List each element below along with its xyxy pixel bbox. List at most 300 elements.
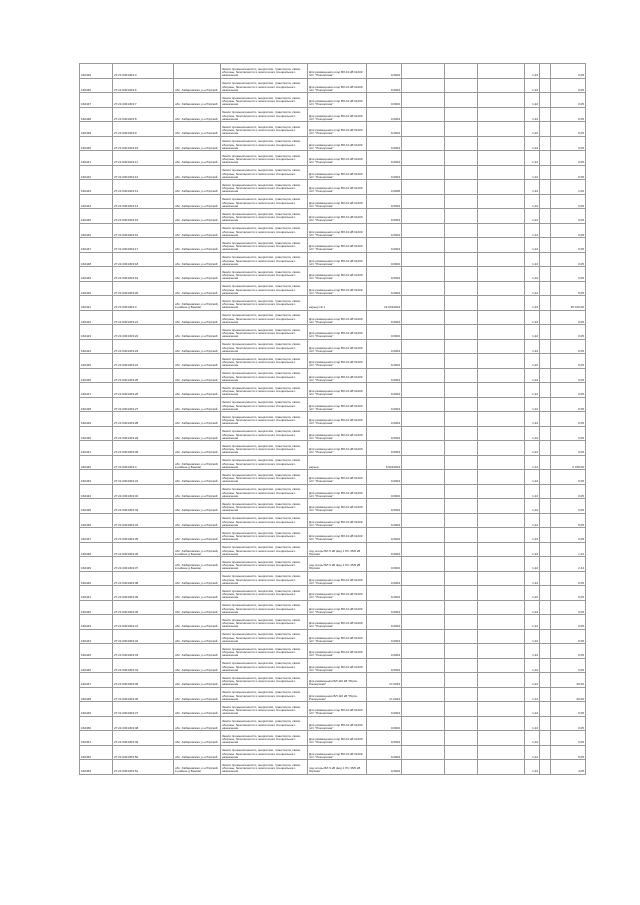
plot-address: обл. Хабаровская, р-н Юрский, в районе д.Быково: [174, 760, 221, 775]
empty-cell: [540, 368, 551, 383]
land-category: Земли промышленности, энергетики, транспорта, связи, обороны, безопасности и земли иного специального назначения: [221, 310, 308, 325]
land-category: Земли промышленности, энергетики, транспорта, связи, обороны, безопасности и земли иного специального назначения: [221, 397, 308, 412]
empty-cell: [540, 513, 551, 528]
land-category: Земли промышленности, энергетики, транспорта, связи, обороны, безопасности и земли иного специального назначения: [221, 557, 308, 572]
plot-address: обл. Хабаровская, р-н Юрский: [174, 194, 221, 209]
plot-address: обл. Хабаровская, р-н Юрский: [174, 571, 221, 586]
empty-cell: [402, 383, 445, 398]
tax-rate: 1,22: [525, 93, 540, 108]
tax-rate: 1,22: [525, 325, 540, 340]
plot-area: 0,0004: [367, 513, 402, 528]
plot-area: 0,0004: [367, 136, 402, 151]
cadastral-number: 27:21:0301303:36: [113, 542, 174, 557]
land-category: Земли промышленности, энергетики, транспорта, связи, обороны, безопасности и земли иного специального назначения: [221, 586, 308, 601]
plot-area: 0,0004: [367, 209, 402, 224]
tax-sum: 0,05: [551, 325, 586, 340]
permitted-use: Для размещения опор ВЛ-10 кВ №100 п/ст "Рокоорская": [308, 151, 367, 166]
empty-cell: [478, 281, 525, 296]
land-category: Земли промышленности, энергетики, транспорта, связи, обороны, безопасности и земли иного специального назначения: [221, 209, 308, 224]
cadastral-record-number: 160440: [80, 571, 113, 586]
plot-address: обл. Хабаровская, р-н Юрский: [174, 513, 221, 528]
tax-rate: 1,22: [525, 383, 540, 398]
empty-cell: [478, 122, 525, 137]
empty-cell: [445, 267, 478, 282]
tax-sum: 0,05: [551, 194, 586, 209]
tax-sum: 0,05: [551, 281, 586, 296]
plot-address: обл. Хабаровская, р-н Юрский: [174, 441, 221, 456]
plot-area: 0,0004: [367, 484, 402, 499]
tax-sum: 0,05: [551, 716, 586, 731]
plot-area: 0,0004: [367, 629, 402, 644]
permitted-use: Для размещения опор ВЛ-10 кВ №100 п/ст "Рокоорская": [308, 267, 367, 282]
tax-sum: 0,05: [551, 412, 586, 427]
table-row: [80, 658, 586, 673]
table-row: [80, 731, 586, 746]
table-row: [80, 412, 586, 427]
empty-cell: [402, 600, 445, 615]
land-category: Земли промышленности, энергетики, транспорта, связи, обороны, безопасности и земли иного специального назначения: [221, 673, 308, 688]
table-row: [80, 122, 586, 137]
empty-cell: [540, 745, 551, 760]
empty-cell: [478, 151, 525, 166]
empty-cell: [540, 325, 551, 340]
plot-area: 0,0004: [367, 586, 402, 601]
permitted-use: Для размещения опор ВЛ-10 кВ №100 п/ст "Рокоорская": [308, 629, 367, 644]
empty-cell: [478, 644, 525, 659]
plot-area: 0,0004: [367, 281, 402, 296]
empty-cell: [540, 252, 551, 267]
empty-cell: [445, 412, 478, 427]
cadastral-number: 27:21:0301303:40: [113, 600, 174, 615]
plot-area: 0,0004: [367, 571, 402, 586]
permitted-use: карьер № 1: [308, 296, 367, 311]
plot-area: 0,0004: [367, 499, 402, 514]
land-category: Земли промышленности, энергетики, транспорта, связи, обороны, безопасности и земли иного специального назначения: [221, 412, 308, 427]
permitted-use: Для размещения опор ВЛ-10 кВ №100 п/ст "Рокоорская": [308, 644, 367, 659]
cadastral-record-number: 160423: [80, 325, 113, 340]
tax-rate: 1,22: [525, 354, 540, 369]
tax-rate: 1,22: [525, 760, 540, 775]
empty-cell: [478, 557, 525, 572]
land-category: Земли промышленности, энергетики, транспорта, связи, обороны, безопасности и земли иного специального назначения: [221, 658, 308, 673]
tax-rate: 1,22: [525, 209, 540, 224]
empty-cell: [445, 470, 478, 485]
permitted-use: Для размещения опор ВЛ-10 кВ №100 п/ст "Рокоорская": [308, 122, 367, 137]
plot-address: обл. Хабаровская, р-н Юрский: [174, 281, 221, 296]
cadastral-record-number: 160445: [80, 644, 113, 659]
empty-cell: [402, 252, 445, 267]
empty-cell: [445, 542, 478, 557]
empty-cell: [478, 107, 525, 122]
land-category: Земли промышленности, энергетики, транспорта, связи, обороны, безопасности и земли иного специального назначения: [221, 122, 308, 137]
cadastral-number: 27:21:0301303:3: [113, 296, 174, 311]
cadastral-record-number: 160437: [80, 528, 113, 543]
empty-cell: [478, 223, 525, 238]
cadastral-record-number: 160430: [80, 426, 113, 441]
tax-sum: 0,05: [551, 107, 586, 122]
plot-address: обл. Хабаровская, р-н Юрский, в районе д.Быково: [174, 455, 221, 470]
empty-cell: [540, 165, 551, 180]
empty-cell: [478, 267, 525, 282]
plot-address: обл. Хабаровская, р-н Юрский: [174, 644, 221, 659]
land-category: Земли промышленности, энергетики, транспорта, связи, обороны, безопасности и земли иного специального назначения: [221, 339, 308, 354]
tax-sum: 0,05: [551, 426, 586, 441]
empty-cell: [478, 615, 525, 630]
tax-rate: 1,22: [525, 513, 540, 528]
empty-cell: [478, 455, 525, 470]
empty-cell: [478, 93, 525, 108]
cadastral-number: 27:21:0301303:45: [113, 673, 174, 688]
land-category: Земли промышленности, энергетики, транспорта, связи, обороны, безопасности и земли иного специального назначения: [221, 238, 308, 253]
empty-cell: [402, 484, 445, 499]
tax-sum: 0,05: [551, 528, 586, 543]
permitted-use: карьер: [308, 455, 367, 470]
empty-cell: [540, 426, 551, 441]
tax-rate: 1,22: [525, 136, 540, 151]
plot-area: 0,0004: [367, 165, 402, 180]
cadastral-record-number: 160444: [80, 194, 113, 209]
empty-cell: [402, 93, 445, 108]
permitted-use: Для размещения опор ВЛ-10 кВ №100 п/ст "Рокоорская": [308, 93, 367, 108]
plot-area: 0,0004: [367, 383, 402, 398]
cadastral-record-number: 160439: [80, 557, 113, 572]
empty-cell: [402, 499, 445, 514]
cadastral-number: 27:21:0301303:34: [113, 513, 174, 528]
plot-address: обл. Хабаровская, р-н Юрский: [174, 586, 221, 601]
cadastral-record-number: 160432: [80, 455, 113, 470]
table-row: [80, 223, 586, 238]
empty-cell: [402, 586, 445, 601]
cadastral-record-number: 160448: [80, 252, 113, 267]
tax-sum: 0,05: [551, 629, 586, 644]
empty-cell: [402, 368, 445, 383]
plot-address: обл. Хабаровская, р-н Юрский: [174, 397, 221, 412]
plot-address: обл. Хабаровская, р-н Юрский: [174, 745, 221, 760]
permitted-use: Для размещения опор ВЛ-10 кВ №100 п/ст "Рокоорская": [308, 571, 367, 586]
land-category: Земли промышленности, энергетики, транспорта, связи, обороны, безопасности и земли иного специального назначения: [221, 629, 308, 644]
tax-rate: 1,22: [525, 397, 540, 412]
tax-rate: 1,22: [525, 745, 540, 760]
tax-sum: 0,05: [551, 499, 586, 514]
permitted-use: Для размещения опор ВЛ-10 кВ №100 п/ст "Рокоорская": [308, 354, 367, 369]
land-category: Земли промышленности, энергетики, транспорта, связи, обороны, безопасности и земли иного специального назначения: [221, 542, 308, 557]
empty-cell: [445, 252, 478, 267]
land-category: Земли промышленности, энергетики, транспорта, связи, обороны, безопасности и земли иного специального назначения: [221, 354, 308, 369]
empty-cell: [478, 368, 525, 383]
table-row: [80, 644, 586, 659]
cadastral-record-number: 160436: [80, 513, 113, 528]
register-rows: [80, 64, 586, 775]
land-category: Земли промышленности, энергетики, транспорта, связи, обороны, безопасности и земли иного специального назначения: [221, 368, 308, 383]
plot-address: обл. Хабаровская, р-н Юрский: [174, 136, 221, 151]
tax-rate: 1,22: [525, 673, 540, 688]
plot-address: [174, 64, 221, 79]
permitted-use: Для размещения опор ВЛ-10 кВ №100 п/ст "Рокоорская": [308, 441, 367, 456]
tax-rate: 1,22: [525, 499, 540, 514]
cadastral-number: 27:21:0301303:47: [113, 702, 174, 717]
cadastral-number: 27:21:0301303:41: [113, 615, 174, 630]
cadastral-number: 27:21:0301303:51: [113, 760, 174, 775]
plot-address: обл. Хабаровская, р-н Юрский, в районе д.Быково: [174, 557, 221, 572]
empty-cell: [445, 557, 478, 572]
tax-rate: 1,22: [525, 165, 540, 180]
table-row: [80, 180, 586, 195]
cadastral-number: 27:21:0301303:35: [113, 528, 174, 543]
cadastral-number: 27:21:0301303:28: [113, 412, 174, 427]
table-row: [80, 267, 586, 282]
plot-area: 0,0004: [367, 78, 402, 93]
cadastral-number: 27:21:0301303:25: [113, 368, 174, 383]
cadastral-record-number: 160444: [80, 629, 113, 644]
empty-cell: [402, 542, 445, 557]
permitted-use: Для размещения опор ВЛ-10 кВ №100 п/ст "Рокоорская": [308, 731, 367, 746]
tax-sum: 0,05: [551, 209, 586, 224]
plot-address: обл. Хабаровская, р-н Юрский: [174, 687, 221, 702]
cadastral-number: 27:21:0301303:30: [113, 441, 174, 456]
empty-cell: [445, 209, 478, 224]
cadastral-number: 27:21:0301303:20: [113, 281, 174, 296]
tax-sum: 0,05: [551, 238, 586, 253]
empty-cell: [445, 513, 478, 528]
empty-cell: [540, 441, 551, 456]
empty-cell: [478, 412, 525, 427]
empty-cell: [540, 673, 551, 688]
tax-sum: 0,05: [551, 658, 586, 673]
permitted-use: Для размещения опор ВЛ-10 кВ №100 п/ст "Рокоорская": [308, 238, 367, 253]
plot-area: 0,0004: [367, 542, 402, 557]
cadastral-number: 27:21:0301303:18: [113, 252, 174, 267]
empty-cell: [445, 658, 478, 673]
tax-rate: 1,22: [525, 368, 540, 383]
empty-cell: [445, 151, 478, 166]
empty-cell: [445, 165, 478, 180]
table-row: [80, 615, 586, 630]
land-category: Земли промышленности, энергетики, транспорта, связи, обороны, безопасности и земли иного специального назначения: [221, 78, 308, 93]
empty-cell: [445, 441, 478, 456]
table-row: [80, 194, 586, 209]
cadastral-number: 27:21:0301303:4: [113, 455, 174, 470]
empty-cell: [402, 209, 445, 224]
empty-cell: [540, 412, 551, 427]
plot-area: 0,0004: [367, 702, 402, 717]
empty-cell: [478, 484, 525, 499]
cadastral-number: 27:21:0301303:3: [113, 64, 174, 79]
tax-sum: 0,05: [551, 600, 586, 615]
permitted-use: Для размещения опор ВЛ-10 кВ №100 п/ст "Рокоорская": [308, 397, 367, 412]
empty-cell: [540, 658, 551, 673]
land-category: Земли промышленности, энергетики, транспорта, связи, обороны, безопасности и земли иного специального назначения: [221, 107, 308, 122]
plot-address: обл. Хабаровская, р-н Юрский: [174, 209, 221, 224]
cadastral-number: 27:21:0301303:27: [113, 397, 174, 412]
land-category: Земли промышленности, энергетики, транспорта, связи, обороны, безопасности и земли иного специального назначения: [221, 252, 308, 267]
empty-cell: [445, 426, 478, 441]
permitted-use: Для размещения опор ВЛ-10 кВ №100 п/ст "Рокоорская": [308, 383, 367, 398]
tax-rate: 1,22: [525, 180, 540, 195]
empty-cell: [478, 180, 525, 195]
plot-address: обл. Хабаровская, р-н Юрский: [174, 412, 221, 427]
tax-sum: 0,05: [551, 383, 586, 398]
empty-cell: [478, 687, 525, 702]
tax-sum: 0,05: [551, 513, 586, 528]
plot-area: 0,0004: [367, 528, 402, 543]
table-row: [80, 470, 586, 485]
plot-area: 0,0004: [367, 339, 402, 354]
permitted-use: Для размещения опор ВЛ-10 кВ №100 п/ст "Рокоорская": [308, 716, 367, 731]
land-category: Земли промышленности, энергетики, транспорта, связи, обороны, безопасности и земли иного специального назначения: [221, 455, 308, 470]
empty-cell: [540, 615, 551, 630]
empty-cell: [402, 107, 445, 122]
empty-cell: [402, 731, 445, 746]
empty-cell: [540, 78, 551, 93]
table-row: [80, 557, 586, 572]
cadastral-record-number: 160425: [80, 354, 113, 369]
table-row: [80, 687, 586, 702]
land-category: Земли промышленности, энергетики, транспорта, связи, обороны, безопасности и земли иного специального назначения: [221, 383, 308, 398]
plot-address: обл. Хабаровская, р-н Юрский: [174, 354, 221, 369]
cadastral-number: 27:21:0301303:50: [113, 745, 174, 760]
cadastral-record-number: 160441: [80, 151, 113, 166]
table-row: [80, 673, 586, 688]
empty-cell: [402, 745, 445, 760]
empty-cell: [540, 760, 551, 775]
tax-rate: 1,22: [525, 542, 540, 557]
empty-cell: [540, 354, 551, 369]
permitted-use: под опоры ВЛ 6 кВ фид 1 ПС 35/6 кВ Юрская: [308, 542, 367, 557]
land-category: Земли промышленности, энергетики, транспорта, связи, обороны, безопасности и земли иного специального назначения: [221, 687, 308, 702]
empty-cell: [445, 397, 478, 412]
land-category: Земли промышленности, энергетики, транспорта, связи, обороны, безопасности и земли иного специального назначения: [221, 528, 308, 543]
plot-area: 0,0004: [367, 615, 402, 630]
empty-cell: [478, 629, 525, 644]
empty-cell: [445, 586, 478, 601]
tax-sum: 0,05: [551, 470, 586, 485]
tax-sum: 0,05: [551, 571, 586, 586]
empty-cell: [402, 658, 445, 673]
plot-address: обл. Хабаровская, р-н Юрский: [174, 238, 221, 253]
empty-cell: [445, 716, 478, 731]
table-row: [80, 745, 586, 760]
empty-cell: [402, 470, 445, 485]
table-row: [80, 528, 586, 543]
tax-rate: 1,22: [525, 64, 540, 79]
tax-sum: 1,00: [551, 180, 586, 195]
tax-sum: 0,05: [551, 223, 586, 238]
tax-rate: 1,22: [525, 151, 540, 166]
plot-address: обл. Хабаровская, р-н Юрский: [174, 223, 221, 238]
plot-area: 0,0004: [367, 731, 402, 746]
tax-rate: 1,22: [525, 484, 540, 499]
permitted-use: Для размещения опор ВЛ-10 кВ №100 п/ст "Рокоорская": [308, 310, 367, 325]
empty-cell: [402, 310, 445, 325]
empty-cell: [478, 252, 525, 267]
plot-area: 0,0004: [367, 470, 402, 485]
empty-cell: [540, 629, 551, 644]
plot-address: обл. Хабаровская, р-н Юрский: [174, 93, 221, 108]
cadastral-record-number: 160420: [80, 64, 113, 79]
empty-cell: [445, 78, 478, 93]
tax-sum: 1,22: [551, 542, 586, 557]
empty-cell: [540, 499, 551, 514]
empty-cell: [445, 238, 478, 253]
empty-cell: [478, 499, 525, 514]
plot-address: обл. Хабаровская, р-н Юрский: [174, 267, 221, 282]
empty-cell: [445, 310, 478, 325]
empty-cell: [402, 238, 445, 253]
empty-cell: [402, 165, 445, 180]
tax-sum: 0,05: [551, 484, 586, 499]
table-row: [80, 64, 586, 79]
land-category: Земли промышленности, энергетики, транспорта, связи, обороны, безопасности и земли иного специального назначения: [221, 513, 308, 528]
plot-area: 17,0024: [367, 673, 402, 688]
plot-address: обл. Хабаровская, р-н Юрский: [174, 629, 221, 644]
cadastral-number: 27:21:0301303:10: [113, 136, 174, 151]
empty-cell: [402, 716, 445, 731]
land-register-table: [79, 63, 586, 775]
cadastral-number: 27:21:0301303:23: [113, 339, 174, 354]
plot-address: обл. Хабаровская, р-н Юрский, в районе д.Быково: [174, 296, 221, 311]
cadastral-record-number: 160431: [80, 441, 113, 456]
empty-cell: [478, 354, 525, 369]
plot-address: обл. Хабаровская, р-н Юрский: [174, 615, 221, 630]
land-category: Земли промышленности, энергетики, транспорта, связи, обороны, безопасности и земли иного специального назначения: [221, 165, 308, 180]
empty-cell: [445, 383, 478, 398]
empty-cell: [540, 687, 551, 702]
empty-cell: [540, 644, 551, 659]
tax-sum: 6 078,00: [551, 455, 586, 470]
cadastral-record-number: 160441: [80, 586, 113, 601]
empty-cell: [540, 600, 551, 615]
cadastral-record-number: 160424: [80, 339, 113, 354]
land-category: Земли промышленности, энергетики, транспорта, связи, обороны, безопасности и земли иного специального назначения: [221, 441, 308, 456]
cadastral-number: 27:21:0301303:49: [113, 731, 174, 746]
empty-cell: [540, 223, 551, 238]
land-category: Земли промышленности, энергетики, транспорта, связи, обороны, безопасности и земли иного специального назначения: [221, 281, 308, 296]
cadastral-number: 27:21:0301303:16: [113, 223, 174, 238]
permitted-use: Для размещения ВЛ 110 кВ "Юрск-Рокоорская": [308, 687, 367, 702]
permitted-use: Для размещения опор ВЛ-10 кВ №100 п/ст "Рокоорская": [308, 339, 367, 354]
empty-cell: [402, 528, 445, 543]
land-category: Земли промышленности, энергетики, транспорта, связи, обороны, безопасности и земли иного специального назначения: [221, 716, 308, 731]
permitted-use: Для размещения опор ВЛ-10 кВ №100 п/ст "Рокоорская": [308, 165, 367, 180]
tax-rate: 1,22: [525, 586, 540, 601]
plot-area: 0,0004: [367, 557, 402, 572]
table-row: [80, 702, 586, 717]
plot-address: обл. Хабаровская, р-н Юрский: [174, 122, 221, 137]
empty-cell: [540, 455, 551, 470]
cadastral-number: 27:21:0301303:15: [113, 209, 174, 224]
table-row: [80, 252, 586, 267]
empty-cell: [540, 151, 551, 166]
empty-cell: [478, 238, 525, 253]
tax-sum: 0,05: [551, 310, 586, 325]
empty-cell: [445, 194, 478, 209]
permitted-use: Для размещения опор ВЛ-10 кВ №100 п/ст "Рокоорская": [308, 64, 367, 79]
cadastral-number: 27:21:0301303:46: [113, 687, 174, 702]
tax-sum: 0,05: [551, 78, 586, 93]
tax-sum: 0,05: [551, 151, 586, 166]
empty-cell: [402, 441, 445, 456]
tax-sum: 0,05: [551, 702, 586, 717]
empty-cell: [540, 180, 551, 195]
plot-address: обл. Хабаровская, р-н Юрский: [174, 600, 221, 615]
table-row: [80, 586, 586, 601]
plot-area: 0,0004: [367, 397, 402, 412]
cadastral-record-number: 160434: [80, 484, 113, 499]
plot-address: обл. Хабаровская, р-н Юрский: [174, 658, 221, 673]
plot-area: 0,0008: [367, 180, 402, 195]
empty-cell: [478, 658, 525, 673]
land-category: Земли промышленности, энергетики, транспорта, связи, обороны, безопасности и земли иного специального назначения: [221, 484, 308, 499]
